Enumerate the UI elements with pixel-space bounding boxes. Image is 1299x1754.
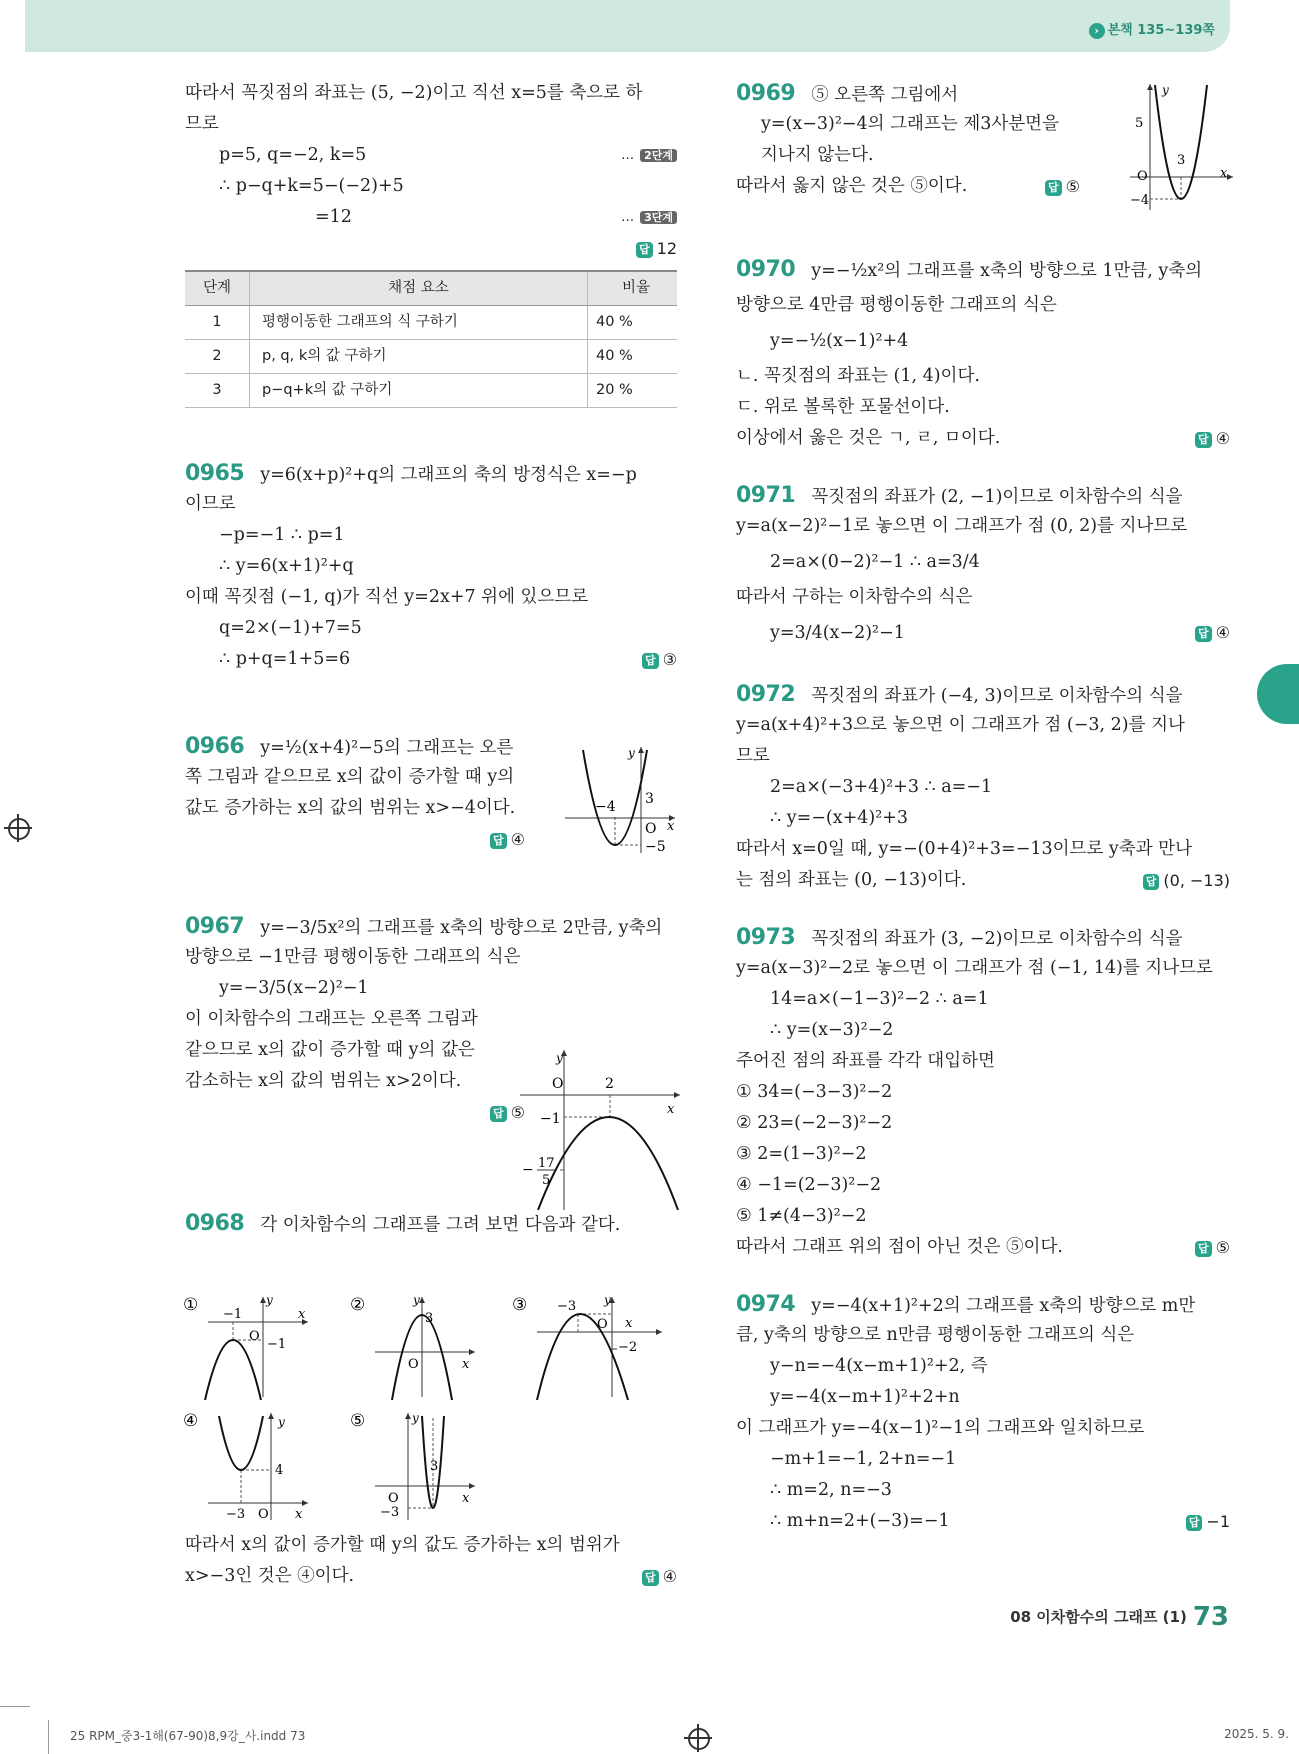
- text-line: q=2×(−1)+7=5: [219, 618, 362, 638]
- answer-line: 답 12: [185, 233, 677, 264]
- answer-badge: 답: [490, 1106, 507, 1122]
- svg-text:17: 17: [538, 1156, 555, 1171]
- table-row: 3 p−q+k의 값 구하기 20 %: [185, 374, 677, 408]
- text-line: ∴ m=2, n=−3: [770, 1480, 892, 1500]
- text-line: y=(x−3)²−4의 그래프는 제3사분면을: [761, 114, 1059, 134]
- svg-text:x: x: [667, 819, 675, 834]
- answer-badge: 답: [1195, 626, 1212, 642]
- svg-text:O: O: [645, 821, 657, 837]
- problem-0967: 0967 y=−3/5x²의 그래프를 x축의 방향으로 2만큼, y축의: [185, 914, 663, 939]
- text-line: 따라서 옳지 않은 것은 ⑤이다. 답 ⑤: [736, 176, 1080, 196]
- problem-0973: 0973 꼭짓점의 좌표가 (3, −2)이므로 이차함수의 식을: [736, 925, 1183, 950]
- svg-text:O: O: [258, 1507, 269, 1522]
- divider: [0, 1706, 30, 1707]
- svg-text:5: 5: [1135, 116, 1144, 131]
- text-line: y=a(x−3)²−2로 놓으면 이 그래프가 점 (−1, 14)를 지나므로: [736, 958, 1213, 978]
- svg-text:−3: −3: [380, 1505, 400, 1520]
- text-line: −p=−1 ∴ p=1: [219, 525, 345, 545]
- problem-0972: 0972 꼭짓점의 좌표가 (−4, 3)이므로 이차함수의 식을: [736, 682, 1183, 707]
- text-line: ∴ y=(x−3)²−2: [770, 1020, 894, 1040]
- text-line: 2=a×(0−2)²−1 ∴ a=3/4: [770, 552, 980, 572]
- answer-badge: 답: [642, 653, 659, 669]
- svg-text:②: ②: [350, 1295, 366, 1315]
- problem-0969: 0969 ⑤ 오른쪽 그림에서: [736, 81, 959, 106]
- svg-text:5: 5: [542, 1173, 551, 1188]
- table-header: 비율: [588, 271, 678, 306]
- text-line: 2=a×(−3+4)²+3 ∴ a=−1: [770, 777, 993, 797]
- graph-0967: [520, 1050, 685, 1210]
- text-line: 같으므로 x의 값이 증가할 때 y의 값은: [185, 1040, 475, 1060]
- svg-text:−5: −5: [645, 839, 666, 855]
- answer-badge: 답: [642, 1570, 659, 1586]
- svg-text:2: 2: [605, 1076, 614, 1092]
- text-line: 주어진 점의 좌표를 각각 대입하면: [736, 1051, 995, 1071]
- graph-0968-2: [350, 1292, 480, 1400]
- svg-text:−1: −1: [540, 1111, 561, 1127]
- text-line: ∴ p+q=1+5=6 답 ③: [219, 649, 677, 669]
- problem-0965: 0965 y=6(x+p)²+q의 그래프의 축의 방정식은 x=−p: [185, 461, 637, 486]
- text-line: 이 이차함수의 그래프는 오른쪽 그림과: [185, 1009, 478, 1029]
- graph-0968-3: [512, 1292, 672, 1400]
- text-line: =12 … 3단계: [185, 202, 677, 233]
- text-line: 따라서 x=0일 때, y=−(0+4)²+3=−13이므로 y축과 만나: [736, 839, 1192, 859]
- svg-text:y: y: [604, 1293, 611, 1307]
- text-line: ∴ p−q+k=5−(−2)+5: [219, 176, 404, 196]
- text-line: ① 34=(−3−3)²−2: [736, 1082, 893, 1102]
- header-bar: [25, 0, 1230, 52]
- answer-badge: 답: [490, 833, 507, 849]
- text-line: 지나지 않는다.: [761, 145, 874, 165]
- text-line: 이상에서 옳은 것은 ㄱ, ㄹ, ㅁ이다. 답 ④: [736, 428, 1230, 448]
- text-line: y=a(x−2)²−1로 놓으면 이 그래프가 점 (0, 2)를 지나므로: [736, 516, 1188, 536]
- text-line: y=−3/5(x−2)²−1: [219, 978, 369, 998]
- text-line: p=5, q=−2, k=5 … 2단계: [185, 140, 677, 171]
- svg-text:①: ①: [183, 1295, 199, 1315]
- text-line: −m+1=−1, 2+n=−1: [770, 1449, 957, 1469]
- table-header: 단계: [185, 271, 250, 306]
- svg-text:−3: −3: [226, 1507, 246, 1522]
- text-line: y−n=−4(x−m+1)²+2, 즉: [770, 1356, 988, 1376]
- text-line: 이때 꼭짓점 (−1, q)가 직선 y=2x+7 위에 있으므로: [185, 587, 589, 607]
- text-line: ∴ y=6(x+1)²+q: [219, 556, 354, 576]
- svg-text:⑤: ⑤: [350, 1411, 366, 1431]
- svg-text:O: O: [597, 1317, 608, 1332]
- text-line: 큼, y축의 방향으로 n만큼 평행이동한 그래프의 식은: [736, 1325, 1135, 1345]
- graph-0969: [1125, 82, 1235, 212]
- svg-text:y: y: [278, 1415, 285, 1429]
- svg-text:y: y: [266, 1293, 273, 1307]
- problem-0971: 0971 꼭짓점의 좌표가 (2, −1)이므로 이차함수의 식을: [736, 483, 1183, 508]
- registration-mark-icon: [8, 818, 30, 840]
- svg-text:x: x: [667, 1102, 675, 1117]
- svg-text:x: x: [625, 1316, 633, 1331]
- answer-badge: 답: [1195, 1241, 1212, 1257]
- answer-badge: 답: [1195, 432, 1212, 448]
- svg-text:3: 3: [430, 1459, 439, 1474]
- svg-text:y: y: [556, 1051, 563, 1065]
- answer-line: 답 ④: [185, 824, 677, 855]
- text-line: 므로: [736, 746, 770, 766]
- svg-text:O: O: [552, 1076, 564, 1092]
- graph-0968-5: [350, 1408, 480, 1523]
- svg-text:y: y: [628, 746, 635, 760]
- problem-0970: 0970 y=−½x²의 그래프를 x축의 방향으로 1만큼, y축의: [736, 257, 1203, 282]
- text-line: 방향으로 −1만큼 평행이동한 그래프의 식은: [185, 947, 521, 967]
- svg-text:−4: −4: [1130, 193, 1150, 208]
- text-line: y=3/4(x−2)²−1 답 ④: [770, 623, 1230, 643]
- step-badge: 2단계: [640, 149, 677, 162]
- problem-0974: 0974 y=−4(x+1)²+2의 그래프를 x축의 방향으로 m만: [736, 1292, 1196, 1317]
- svg-text:−1: −1: [223, 1307, 243, 1322]
- svg-text:4: 4: [275, 1463, 284, 1478]
- chevron-right-icon: ›: [1089, 23, 1105, 39]
- answer-badge: 답: [1143, 874, 1160, 890]
- text-line: 는 점의 좌표는 (0, −13)이다. 답 (0, −13): [736, 870, 1230, 890]
- svg-text:O: O: [388, 1491, 399, 1506]
- text-line: 따라서 그래프 위의 점이 아닌 것은 ⑤이다. 답 ⑤: [736, 1237, 1230, 1257]
- graph-0968-4: [183, 1408, 313, 1523]
- text-line: 따라서 구하는 이차함수의 식은: [736, 587, 973, 607]
- svg-text:−4: −4: [595, 799, 616, 815]
- svg-text:O: O: [249, 1329, 260, 1344]
- problem-0966: 0966 y=½(x+4)²−5의 그래프는 오른: [185, 734, 514, 759]
- svg-text:y: y: [412, 1411, 419, 1425]
- svg-text:③: ③: [512, 1295, 528, 1315]
- svg-text:−3: −3: [557, 1299, 577, 1314]
- svg-text:−2: −2: [618, 1340, 638, 1355]
- svg-text:x: x: [462, 1357, 470, 1372]
- svg-text:x: x: [462, 1491, 470, 1506]
- svg-text:y: y: [413, 1293, 420, 1307]
- svg-text:−1: −1: [267, 1337, 287, 1352]
- svg-text:3: 3: [425, 1311, 434, 1326]
- answer-badge: 답: [1045, 180, 1062, 196]
- text-line: 이 그래프가 y=−4(x−1)²−1의 그래프와 일치하므로: [736, 1418, 1145, 1438]
- right-column: [736, 78, 1230, 1537]
- text-line: ∴ m+n=2+(−3)=−1 답 −1: [770, 1511, 1230, 1531]
- text-line: x>−3인 것은 ④이다. 답 ④: [185, 1566, 677, 1586]
- table-row: 1 평행이동한 그래프의 식 구하기 40 %: [185, 306, 677, 340]
- table-header: 채점 요소: [250, 271, 588, 306]
- problem-0968: 0968 각 이차함수의 그래프를 그려 보면 다음과 같다.: [185, 1211, 621, 1236]
- table-row: 2 p, q, k의 값 구하기 40 %: [185, 340, 677, 374]
- text-line: 따라서 꼭짓점의 좌표는 (5, −2)이고 직선 x=5를 축으로 하: [185, 83, 643, 103]
- text-line: 감소하는 x의 값의 범위는 x>2이다.: [185, 1071, 462, 1091]
- text-line: 므로: [185, 114, 219, 134]
- text-line: ⑤ 1≠(4−3)²−2: [736, 1206, 867, 1226]
- svg-text:x: x: [298, 1307, 306, 1322]
- text-line: 값도 증가하는 x의 값의 범위는 x>−4이다.: [185, 798, 516, 818]
- text-line: 따라서 x의 값이 증가할 때 y의 값도 증가하는 x의 범위가: [185, 1535, 620, 1555]
- answer-line: 답 ⑤: [185, 1097, 677, 1128]
- text-line: ∴ y=−(x+4)²+3: [770, 808, 909, 828]
- svg-text:x: x: [1220, 166, 1228, 181]
- text-line: 14=a×(−1−3)²−2 ∴ a=1: [770, 989, 989, 1009]
- conclusion-0968: [185, 1530, 677, 1592]
- page-reference: › 본책 135~139쪽: [1089, 19, 1215, 39]
- svg-text:−: −: [522, 1162, 534, 1178]
- text-line: ㄴ. 꼭짓점의 좌표는 (1, 4)이다.: [736, 366, 980, 386]
- text-line: ㄷ. 위로 볼록한 포물선이다.: [736, 397, 950, 417]
- text-line: y=−½(x−1)²+4: [770, 331, 909, 351]
- text-line: ③ 2=(1−3)²−2: [736, 1144, 867, 1164]
- text-line: 방향으로 4만큼 평행이동한 그래프의 식은: [736, 295, 1057, 315]
- text-line: y=−4(x−m+1)²+2+n: [770, 1387, 960, 1407]
- svg-text:3: 3: [645, 791, 654, 807]
- graph-0966: [565, 745, 680, 855]
- svg-text:O: O: [1137, 169, 1148, 184]
- text-line: 쪽 그림과 같으므로 x의 값이 증가할 때 y의: [185, 767, 515, 787]
- footer-date: 2025. 5. 9.: [1224, 1727, 1289, 1741]
- chapter-tab: [1257, 664, 1299, 724]
- footer-file: 25 RPM_중3-1해(67-90)8,9강_사.indd 73: [70, 1729, 306, 1743]
- graph-0968-1: [183, 1292, 313, 1400]
- page-footer: 08 이차함수의 그래프 (1) 73: [1010, 1602, 1229, 1632]
- svg-text:3: 3: [1177, 153, 1186, 168]
- text-line: ② 23=(−2−3)²−2: [736, 1113, 893, 1133]
- registration-mark-icon: [688, 1728, 710, 1750]
- svg-text:x: x: [295, 1507, 303, 1522]
- page-number: 73: [1192, 1602, 1229, 1632]
- step-badge: 3단계: [640, 211, 677, 224]
- svg-text:④: ④: [183, 1411, 199, 1431]
- divider: [48, 1720, 49, 1754]
- text-line: y=a(x+4)²+3으로 놓으면 이 그래프가 점 (−3, 2)를 지나: [736, 715, 1185, 735]
- scoring-table: [185, 270, 677, 408]
- answer-badge: 답: [1186, 1515, 1203, 1531]
- answer-badge: 답: [636, 242, 653, 258]
- svg-text:y: y: [1162, 83, 1169, 97]
- text-line: ④ −1=(2−3)²−2: [736, 1175, 882, 1195]
- svg-text:O: O: [408, 1357, 419, 1372]
- text-line: 이므로: [185, 494, 236, 514]
